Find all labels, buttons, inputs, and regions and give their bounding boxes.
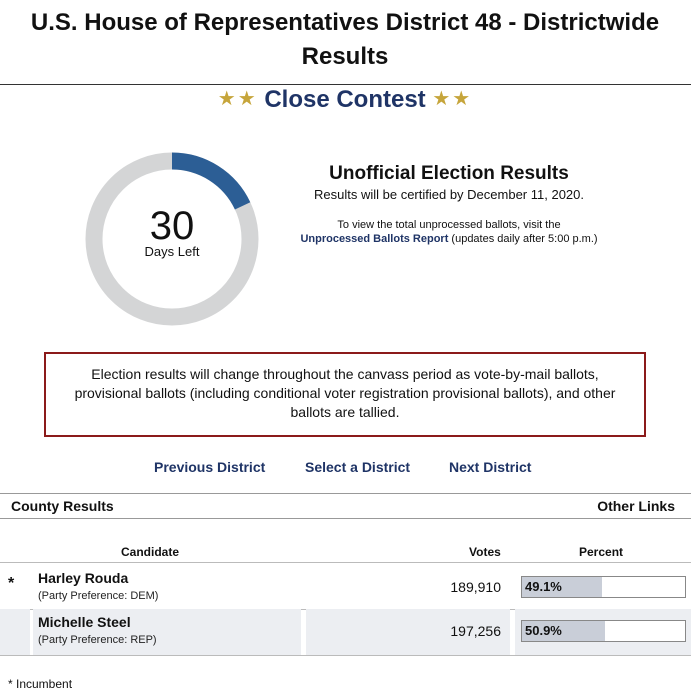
days-left-label: Days Left	[144, 244, 200, 259]
incumbent-footnote: * Incumbent	[8, 677, 73, 691]
votes-column-header: Votes	[469, 545, 501, 559]
candidate-column-header: Candidate	[121, 545, 180, 559]
candidate-votes: 197,256	[450, 623, 501, 639]
next-district-link[interactable]: Next District	[449, 459, 532, 475]
percent-value: 50.9%	[525, 623, 562, 638]
candidate-votes: 189,910	[450, 579, 501, 595]
certified-date-text: Results will be certified by December 11, 2020.	[314, 187, 584, 202]
unprocessed-intro: To view the total unprocessed ballots, visit the	[337, 219, 561, 231]
unprocessed-ballots-report-link[interactable]: Unprocessed Ballots Report	[300, 233, 449, 245]
canvass-notice: Election results will change throughout the canvass period as vote-by-mail ballots, provisional ballots (including conditional voter registration provisional ballots), and other ballots are tallied.	[44, 352, 646, 437]
previous-district-link[interactable]: Previous District	[154, 459, 266, 475]
incumbent-marker: *	[8, 575, 15, 592]
percent-column-header: Percent	[579, 545, 624, 559]
percent-value: 49.1%	[525, 579, 562, 594]
table-header-divider	[0, 562, 691, 563]
percent-bar	[521, 576, 686, 598]
star-icon: ★	[452, 88, 473, 110]
candidate-party: (Party Preference: DEM)	[38, 590, 159, 602]
row-shade	[0, 609, 30, 655]
days-left-countdown	[85, 152, 259, 326]
star-icon: ★	[432, 88, 453, 110]
county-results-bar	[0, 493, 691, 519]
candidate-party: (Party Preference: REP)	[38, 634, 157, 646]
title-divider	[0, 84, 691, 85]
percent-bar	[521, 620, 686, 642]
page-title: U.S. House of Representatives District 48 - Districtwide Results	[30, 9, 660, 70]
table-row	[0, 609, 691, 653]
days-left-number: 30	[149, 204, 195, 248]
table-row	[0, 565, 691, 609]
district-navigation	[0, 459, 690, 479]
other-links-toggle[interactable]: Other Links	[597, 498, 675, 514]
star-icon: ★	[237, 88, 258, 110]
unprocessed-line	[290, 233, 608, 245]
county-results-toggle[interactable]: County Results	[11, 498, 114, 514]
row-divider	[0, 655, 691, 656]
close-contest-banner	[0, 86, 690, 113]
close-contest-label: Close Contest	[264, 86, 426, 113]
results-heading: Unofficial Election Results	[329, 163, 569, 184]
candidate-name: Michelle Steel	[38, 614, 131, 630]
unprocessed-suffix: (updates daily after 5:00 p.m.)	[448, 233, 598, 245]
star-icon: ★	[217, 88, 238, 110]
select-district-link[interactable]: Select a District	[305, 459, 411, 475]
candidate-name: Harley Rouda	[38, 570, 129, 586]
